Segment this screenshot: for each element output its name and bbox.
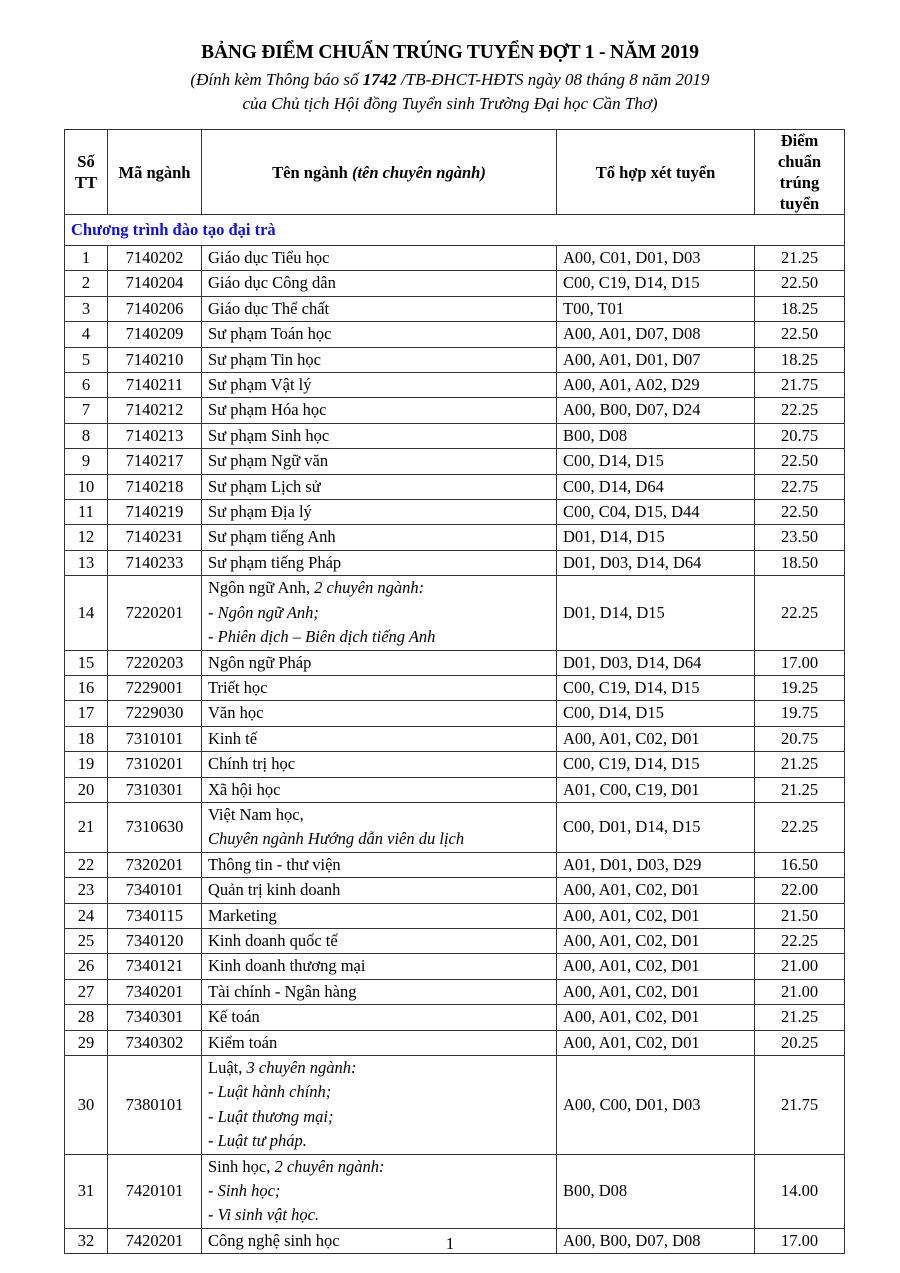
table-row — [65, 449, 845, 474]
row-specialization: - Sinh học; — [208, 1181, 281, 1201]
row-combo: A00, B00, D07, D08 — [557, 1228, 755, 1253]
row-score: 16.50 — [755, 852, 845, 877]
table-row — [65, 903, 845, 928]
row-stt: 11 — [65, 500, 108, 525]
row-name — [202, 777, 557, 802]
row-stt: 5 — [65, 347, 108, 372]
row-specialization: - Ngôn ngữ Anh; — [208, 602, 319, 622]
row-name-main — [208, 424, 550, 448]
table-row — [65, 373, 845, 398]
row-combo: B00, D08 — [557, 1154, 755, 1228]
row-name — [202, 852, 557, 877]
row-combo: C00, C19, D14, D15 — [557, 752, 755, 777]
row-code: 7140210 — [108, 347, 202, 372]
row-name-text: Sinh học, — [208, 1156, 275, 1176]
row-name — [202, 752, 557, 777]
row-stt: 2 — [65, 271, 108, 296]
row-combo: A00, A01, C02, D01 — [557, 903, 755, 928]
row-name-text: Sư phạm Sinh học — [208, 425, 330, 445]
row-score: 22.25 — [755, 802, 845, 852]
row-combo: A00, B00, D07, D24 — [557, 398, 755, 423]
table-row — [65, 650, 845, 675]
row-code: 7140213 — [108, 423, 202, 448]
row-score: 22.00 — [755, 878, 845, 903]
page-number: 1 — [445, 1234, 455, 1253]
row-stt: 21 — [65, 802, 108, 852]
row-combo: C00, D14, D15 — [557, 701, 755, 726]
row-name — [202, 1005, 557, 1030]
row-stt: 31 — [65, 1154, 108, 1228]
row-stt: 3 — [65, 296, 108, 321]
row-code: 7310630 — [108, 802, 202, 852]
table-row — [65, 347, 845, 372]
row-code: 7340302 — [108, 1030, 202, 1055]
row-name — [202, 701, 557, 726]
row-name-text: Kinh doanh thương mại — [208, 956, 366, 976]
table-header-row — [65, 130, 845, 215]
row-combo: A00, A01, A02, D29 — [557, 373, 755, 398]
row-name-text: Marketing — [208, 905, 277, 925]
table-row — [65, 777, 845, 802]
row-specialization: - Luật thương mại; — [208, 1106, 334, 1126]
table-row — [65, 954, 845, 979]
row-code: 7140219 — [108, 500, 202, 525]
row-name-main — [208, 271, 550, 295]
header-stt-line1: Số — [77, 152, 95, 171]
document-title: BẢNG ĐIỂM CHUẨN TRÚNG TUYỂN ĐỢT 1 - NĂM 2019 — [201, 42, 699, 63]
row-combo: C00, D01, D14, D15 — [557, 802, 755, 852]
row-name — [202, 474, 557, 499]
row-code: 7140209 — [108, 322, 202, 347]
row-combo: D01, D14, D15 — [557, 576, 755, 650]
row-name-text: Sư phạm Hóa học — [208, 400, 327, 420]
row-name — [202, 246, 557, 271]
row-code: 7140211 — [108, 373, 202, 398]
row-name-text: Sư phạm Lịch sử — [208, 476, 321, 496]
row-stt: 17 — [65, 701, 108, 726]
row-name-text: Kinh tế — [208, 728, 258, 748]
row-name-text: Giáo dục Thể chất — [208, 298, 330, 318]
header-score — [755, 130, 845, 215]
row-name-text: Triết học — [208, 677, 268, 697]
row-name — [202, 322, 557, 347]
row-name-text: Sư phạm tiếng Pháp — [208, 552, 342, 572]
row-code: 7140218 — [108, 474, 202, 499]
row-code: 7140233 — [108, 550, 202, 575]
table-row — [65, 1056, 845, 1155]
row-name-main — [208, 878, 550, 902]
row-score: 18.25 — [755, 296, 845, 321]
row-name-text: Kế toán — [208, 1007, 260, 1027]
row-stt: 29 — [65, 1030, 108, 1055]
row-name — [202, 373, 557, 398]
row-name-main — [208, 348, 550, 372]
row-combo: T00, T01 — [557, 296, 755, 321]
row-code: 7140206 — [108, 296, 202, 321]
row-stt: 8 — [65, 423, 108, 448]
table-row — [65, 246, 845, 271]
notice-number: 1742 — [362, 70, 397, 89]
row-score: 22.50 — [755, 322, 845, 347]
row-stt: 30 — [65, 1056, 108, 1155]
row-combo: A00, A01, C02, D01 — [557, 878, 755, 903]
row-name-text: Chính trị học — [208, 754, 296, 774]
row-name — [202, 398, 557, 423]
table-row — [65, 802, 845, 852]
row-name-text: Xã hội học — [208, 779, 281, 799]
row-score: 21.25 — [755, 752, 845, 777]
row-name-main — [208, 954, 550, 978]
admission-score-table — [64, 129, 845, 1254]
row-code: 7340201 — [108, 979, 202, 1004]
row-name-main — [208, 853, 550, 877]
row-stt: 6 — [65, 373, 108, 398]
row-score: 18.50 — [755, 550, 845, 575]
row-name-main — [208, 904, 550, 928]
row-score: 22.25 — [755, 576, 845, 650]
row-name — [202, 271, 557, 296]
row-combo: A00, A01, C02, D01 — [557, 726, 755, 751]
row-code: 7320201 — [108, 852, 202, 877]
document-subtitle — [0, 70, 900, 90]
row-stt: 15 — [65, 650, 108, 675]
row-name-specialization-count: 2 chuyên ngành: — [274, 1156, 385, 1176]
row-name-main — [208, 398, 550, 422]
row-name — [202, 525, 557, 550]
row-name — [202, 802, 557, 852]
row-stt: 28 — [65, 1005, 108, 1030]
row-combo: C00, C19, D14, D15 — [557, 271, 755, 296]
header-name — [202, 130, 557, 215]
row-name-text: Việt Nam học, — [208, 804, 304, 824]
row-combo: A01, C00, C19, D01 — [557, 777, 755, 802]
row-name-text: Quản trị kinh doanh — [208, 880, 341, 900]
row-name-text: Ngôn ngữ Anh, — [208, 578, 315, 598]
row-name-text: Kiểm toán — [208, 1032, 278, 1052]
row-score: 18.25 — [755, 347, 845, 372]
row-name — [202, 423, 557, 448]
row-name-text: Sư phạm Toán học — [208, 324, 332, 344]
row-score: 21.75 — [755, 1056, 845, 1155]
row-score: 22.50 — [755, 500, 845, 525]
row-code: 7420201 — [108, 1228, 202, 1253]
row-combo: C00, C04, D15, D44 — [557, 500, 755, 525]
row-combo: B00, D08 — [557, 423, 755, 448]
row-name — [202, 1030, 557, 1055]
row-combo: C00, D14, D64 — [557, 474, 755, 499]
row-name-main — [208, 1155, 550, 1179]
row-code: 7310201 — [108, 752, 202, 777]
row-combo: A00, A01, C02, D01 — [557, 979, 755, 1004]
table-row — [65, 576, 845, 650]
row-name-text: Thông tin - thư viện — [208, 854, 341, 874]
row-code: 7229030 — [108, 701, 202, 726]
header-stt-line2: TT — [74, 173, 97, 192]
row-name-main — [208, 322, 550, 346]
row-name-text: Giáo dục Công dân — [208, 273, 336, 293]
header-code: Mã ngành — [108, 130, 202, 215]
row-score: 23.50 — [755, 525, 845, 550]
row-combo: A00, A01, C02, D01 — [557, 928, 755, 953]
row-score: 21.50 — [755, 903, 845, 928]
row-score: 19.75 — [755, 701, 845, 726]
row-code: 7380101 — [108, 1056, 202, 1155]
row-code: 7340120 — [108, 928, 202, 953]
row-score: 22.50 — [755, 271, 845, 296]
row-score: 21.25 — [755, 246, 845, 271]
row-stt: 26 — [65, 954, 108, 979]
row-specialization: Chuyên ngành Hướng dẫn viên du lịch — [208, 829, 465, 849]
row-name-text: Sư phạm Tin học — [208, 349, 322, 369]
row-code: 7340121 — [108, 954, 202, 979]
section-title: Chương trình đào tạo đại trà — [65, 215, 845, 246]
row-code: 7220203 — [108, 650, 202, 675]
subtitle-suffix: /TB-ĐHCT-HĐTS ngày 08 tháng 8 năm 2019 — [396, 70, 710, 89]
row-code: 7140204 — [108, 271, 202, 296]
row-score: 20.75 — [755, 423, 845, 448]
header-name-text: Tên ngành — [272, 162, 352, 182]
table-row — [65, 296, 845, 321]
row-name — [202, 928, 557, 953]
row-name-main — [208, 752, 550, 776]
row-name-text: Tài chính - Ngân hàng — [208, 981, 357, 1001]
row-name — [202, 347, 557, 372]
row-stt: 18 — [65, 726, 108, 751]
row-name-main — [208, 551, 550, 575]
row-stt: 16 — [65, 675, 108, 700]
row-name — [202, 979, 557, 1004]
row-name — [202, 726, 557, 751]
row-score: 19.25 — [755, 675, 845, 700]
row-combo: A01, D01, D03, D29 — [557, 852, 755, 877]
table-row — [65, 423, 845, 448]
table-row — [65, 979, 845, 1004]
row-name-text: Sư phạm tiếng Anh — [208, 527, 336, 547]
row-specialization: - Luật hành chính; — [208, 1082, 332, 1102]
table-row — [65, 701, 845, 726]
row-code: 7340301 — [108, 1005, 202, 1030]
row-combo: D01, D03, D14, D64 — [557, 650, 755, 675]
row-name-main — [208, 803, 550, 827]
row-stt: 27 — [65, 979, 108, 1004]
row-score: 21.25 — [755, 1005, 845, 1030]
row-stt: 32 — [65, 1228, 108, 1253]
row-stt: 12 — [65, 525, 108, 550]
table-row — [65, 525, 845, 550]
row-name-main — [208, 449, 550, 473]
row-stt: 14 — [65, 576, 108, 650]
row-name-text: Văn học — [208, 703, 264, 723]
row-score: 22.25 — [755, 928, 845, 953]
table-row — [65, 500, 845, 525]
row-name — [202, 650, 557, 675]
row-name-text: Giáo dục Tiểu học — [208, 248, 330, 267]
section-row — [65, 215, 845, 246]
row-name-main — [208, 929, 550, 953]
row-code: 7340101 — [108, 878, 202, 903]
header-name-italic: (tên chuyên ngành) — [351, 162, 486, 182]
row-name — [202, 500, 557, 525]
row-name — [202, 675, 557, 700]
table-row — [65, 1154, 845, 1228]
subtitle-prefix: (Đính kèm Thông báo số — [190, 70, 363, 89]
row-name — [202, 903, 557, 928]
row-combo: A00, A01, C02, D01 — [557, 954, 755, 979]
row-name-text: Luật, — [208, 1058, 247, 1077]
table-row — [65, 398, 845, 423]
document-subtitle-line2: của Chủ tịch Hội đồng Tuyển sinh Trường Đại học Cần Thơ) — [242, 94, 658, 113]
row-name — [202, 878, 557, 903]
row-name-main — [208, 525, 550, 549]
row-name — [202, 954, 557, 979]
row-name-main — [208, 676, 550, 700]
row-combo: A00, A01, C02, D01 — [557, 1005, 755, 1030]
table-row — [65, 271, 845, 296]
row-score: 20.25 — [755, 1030, 845, 1055]
header-score-line1: Điểm chuẩn — [777, 131, 822, 171]
row-name-text: Sư phạm Ngữ văn — [208, 451, 329, 471]
row-code: 7140212 — [108, 398, 202, 423]
row-name-specialization-count: 3 chuyên ngành: — [246, 1058, 357, 1077]
row-score: 21.75 — [755, 373, 845, 398]
row-name-main — [208, 727, 550, 751]
header-stt — [65, 130, 108, 215]
row-stt: 22 — [65, 852, 108, 877]
row-name — [202, 296, 557, 321]
table-row — [65, 928, 845, 953]
row-stt: 1 — [65, 246, 108, 271]
row-combo: D01, D14, D15 — [557, 525, 755, 550]
table-row — [65, 675, 845, 700]
header-score-line2: trúng tuyển — [779, 173, 820, 213]
row-name-text: Kinh doanh quốc tế — [208, 930, 338, 950]
row-stt: 23 — [65, 878, 108, 903]
row-name — [202, 550, 557, 575]
row-code: 7229001 — [108, 675, 202, 700]
row-name-main — [208, 576, 550, 600]
row-score: 21.00 — [755, 979, 845, 1004]
table-row — [65, 550, 845, 575]
row-name-text: Công nghệ sinh học — [208, 1230, 340, 1250]
row-stt: 25 — [65, 928, 108, 953]
row-name-main — [208, 651, 550, 675]
row-name-main — [208, 1005, 550, 1029]
row-name-main — [208, 1031, 550, 1055]
table-row — [65, 878, 845, 903]
table-row — [65, 726, 845, 751]
row-specialization: - Vi sinh vật học. — [208, 1205, 320, 1225]
row-stt: 13 — [65, 550, 108, 575]
row-score: 17.00 — [755, 1228, 845, 1253]
row-score: 14.00 — [755, 1154, 845, 1228]
row-code: 7310301 — [108, 777, 202, 802]
row-stt: 9 — [65, 449, 108, 474]
row-stt: 20 — [65, 777, 108, 802]
table-row — [65, 752, 845, 777]
row-name-main — [208, 980, 550, 1004]
row-score: 22.25 — [755, 398, 845, 423]
row-name-main — [208, 246, 550, 270]
row-name-main — [208, 701, 550, 725]
row-name-text: Sư phạm Vật lý — [208, 375, 312, 395]
row-name-main — [208, 475, 550, 499]
row-combo: C00, D14, D15 — [557, 449, 755, 474]
row-code: 7140231 — [108, 525, 202, 550]
table-row — [65, 322, 845, 347]
row-score: 20.75 — [755, 726, 845, 751]
row-stt: 24 — [65, 903, 108, 928]
row-name-main — [208, 500, 550, 524]
header-combo: Tổ hợp xét tuyển — [557, 130, 755, 215]
row-name-main — [208, 1056, 550, 1080]
row-name-main — [208, 297, 550, 321]
row-name-main — [208, 778, 550, 802]
row-combo: C00, C19, D14, D15 — [557, 675, 755, 700]
row-combo: D01, D03, D14, D64 — [557, 550, 755, 575]
row-stt: 4 — [65, 322, 108, 347]
table-row — [65, 1030, 845, 1055]
row-code: 7420101 — [108, 1154, 202, 1228]
row-code: 7310101 — [108, 726, 202, 751]
row-name — [202, 576, 557, 650]
row-score: 22.50 — [755, 449, 845, 474]
row-name-text: Sư phạm Địa lý — [208, 502, 312, 522]
row-code: 7140217 — [108, 449, 202, 474]
row-score: 22.75 — [755, 474, 845, 499]
row-score: 21.00 — [755, 954, 845, 979]
row-combo: A00, C01, D01, D03 — [557, 246, 755, 271]
row-code: 7140202 — [108, 246, 202, 271]
row-combo: A00, C00, D01, D03 — [557, 1056, 755, 1155]
row-stt: 10 — [65, 474, 108, 499]
row-name — [202, 1154, 557, 1228]
row-specialization: - Phiên dịch – Biên dịch tiếng Anh — [208, 627, 436, 647]
row-name-text: Ngôn ngữ Pháp — [208, 652, 312, 672]
row-stt: 19 — [65, 752, 108, 777]
row-code: 7220201 — [108, 576, 202, 650]
row-code: 7340115 — [108, 903, 202, 928]
row-specialization: - Luật tư pháp. — [208, 1131, 307, 1151]
table-row — [65, 852, 845, 877]
row-score: 17.00 — [755, 650, 845, 675]
table-row — [65, 1005, 845, 1030]
table-row — [65, 474, 845, 499]
row-name-specialization-count: 2 chuyên ngành: — [314, 578, 425, 598]
row-combo: A00, A01, D07, D08 — [557, 322, 755, 347]
row-combo: A00, A01, D01, D07 — [557, 347, 755, 372]
row-combo: A00, A01, C02, D01 — [557, 1030, 755, 1055]
row-score: 21.25 — [755, 777, 845, 802]
row-name — [202, 449, 557, 474]
row-stt: 7 — [65, 398, 108, 423]
row-name — [202, 1056, 557, 1155]
row-name-main — [208, 373, 550, 397]
